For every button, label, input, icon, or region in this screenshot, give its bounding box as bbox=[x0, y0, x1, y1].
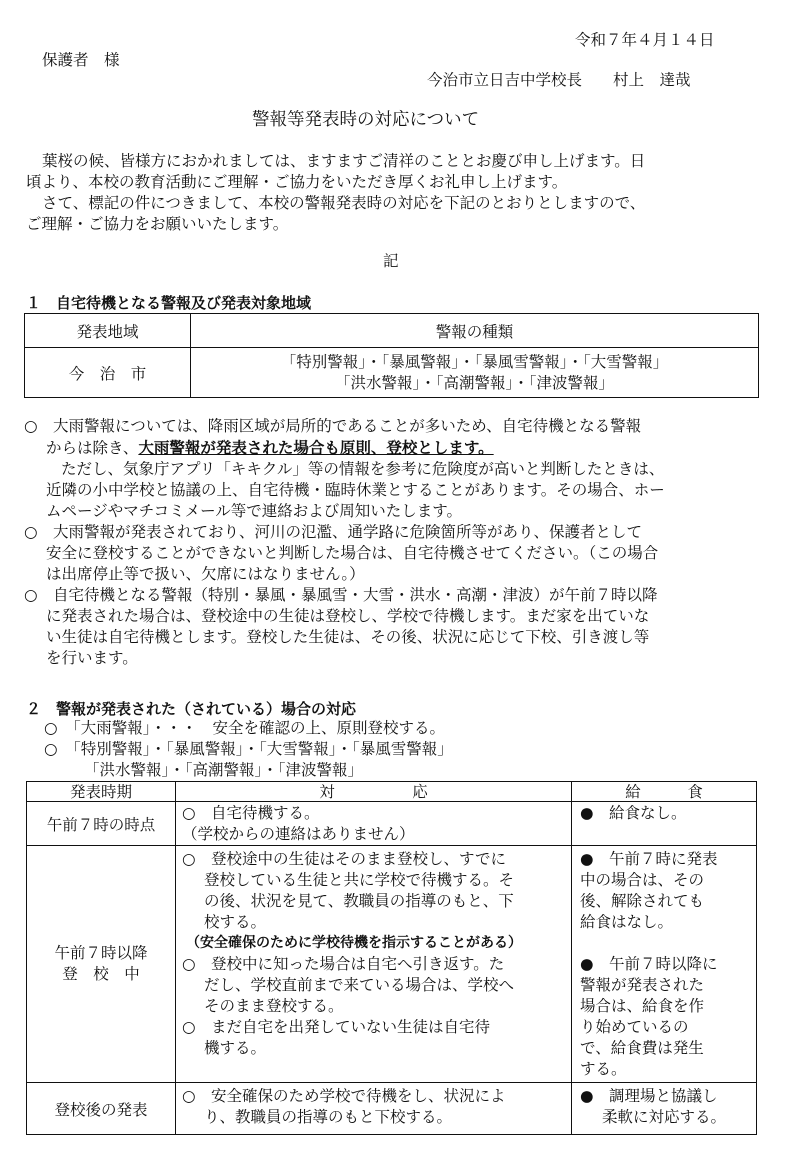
response-line: ○ 安全確保のため学校で待機をし、状況によ bbox=[182, 1087, 506, 1105]
table-header: 給 食 bbox=[572, 782, 757, 802]
notes bbox=[24, 416, 665, 669]
lunch-line: で、給食費は発生 bbox=[580, 1039, 704, 1057]
response-line: 機する。 bbox=[204, 1039, 267, 1057]
lunch-line: 後、解除されても bbox=[580, 892, 705, 910]
response-line: ○ 自宅待機する。 bbox=[182, 804, 320, 822]
response-note: （安全確保のために学校待機を指示することがある） bbox=[186, 935, 522, 951]
section2-items bbox=[44, 718, 453, 781]
time-cell: 登校後の発表 bbox=[27, 1083, 176, 1135]
note-line: ムページやマチコミメール等で連絡および周知いたします。 bbox=[46, 502, 463, 520]
note-line: は出席停止等で扱い、欠席にはなりません。） bbox=[46, 565, 365, 583]
lunch-line: 柔軟に対応する。 bbox=[602, 1108, 727, 1126]
note-line: い生徒は自宅待機とします。登校した生徒は、その後、状況に応じて下校、引き渡し等 bbox=[46, 628, 650, 646]
intro-line: ご理解・ご協力をお願いいたします。 bbox=[26, 215, 289, 233]
response-line: そのまま登校する。 bbox=[204, 997, 344, 1015]
lunch-cell bbox=[572, 846, 757, 1083]
note-line: を行います。 bbox=[46, 649, 138, 667]
time-line: 登 校 中 bbox=[62, 965, 140, 983]
note-line: ○ 自宅待機となる警報（特別・暴風・暴風雪・大雪・洪水・高潮・津波）が午前７時以降 bbox=[24, 586, 658, 604]
warning-area-table bbox=[24, 313, 759, 398]
response-line: 校する。 bbox=[204, 913, 267, 931]
response-cell bbox=[176, 846, 572, 1083]
note-line: ○ 大雨警報については、降雨区域が局所的であることが多いため、自宅待機となる警報 bbox=[24, 417, 642, 435]
note-line: に発表された場合は、登校途中の生徒は登校し、学校で待機します。まだ家を出ていな bbox=[46, 607, 650, 625]
note-text: からは除き、 bbox=[46, 439, 139, 457]
lunch-cell bbox=[572, 1083, 757, 1135]
warnings-line: 「洪水警報」・「高潮警報」・「津波警報」 bbox=[334, 373, 614, 392]
response-line: り、教職員の指導のもと下校する。 bbox=[204, 1108, 453, 1126]
time-cell: 午前７時の時点 bbox=[27, 802, 176, 846]
response-table bbox=[26, 781, 757, 1135]
response-line: だし、学校直前まで来ている場合は、学校へ bbox=[204, 976, 515, 994]
response-line: （学校からの連絡はありません） bbox=[182, 825, 415, 843]
table-header: 対 応 bbox=[176, 782, 572, 802]
lunch-cell bbox=[572, 802, 757, 846]
sender: 今治市立日吉中学校長 村上 達哉 bbox=[427, 71, 691, 89]
lunch-line: 警報が発表された bbox=[580, 976, 705, 994]
response-line: ○ まだ自宅を出発していない生徒は自宅待 bbox=[182, 1018, 491, 1036]
table-header: 警報の種類 bbox=[191, 314, 759, 348]
date: 令和７年４月１４日 bbox=[575, 31, 715, 49]
recipient: 保護者 様 bbox=[42, 51, 120, 69]
lunch-line: ● 給食なし。 bbox=[580, 804, 687, 822]
note-line: 安全に登校することができないと判断した場合は、自宅待機させてください。（この場合 bbox=[46, 544, 659, 562]
lunch-line: ● 午前７時以降に bbox=[580, 955, 718, 973]
intro bbox=[26, 151, 645, 235]
note-emphasis: 大雨警報が発表された場合も原則、登校とします。 bbox=[138, 438, 494, 457]
note-line: 近隣の小中学校と協議の上、自宅待機・臨時休業とすることがあります。その場合、ホー bbox=[46, 481, 665, 499]
response-line: の後、状況を見て、教職員の指導のもと、下 bbox=[204, 892, 514, 910]
item-line: ○ 「特別警報」・「暴風警報」・「大雪警報」・「暴風雪警報」 bbox=[44, 740, 453, 758]
lunch-line: り始めているの bbox=[580, 1018, 689, 1036]
table-header: 発表地域 bbox=[25, 314, 191, 348]
ki-label: 記 bbox=[383, 252, 399, 270]
lunch-line: する。 bbox=[580, 1060, 627, 1078]
lunch-line: ● 調理場と協議し bbox=[580, 1087, 718, 1105]
warnings-cell bbox=[191, 348, 759, 398]
note-line bbox=[24, 437, 665, 459]
response-cell bbox=[176, 802, 572, 846]
lunch-line: 中の場合は、その bbox=[580, 871, 705, 889]
response-line: ○ 登校中に知った場合は自宅へ引き返す。た bbox=[182, 955, 505, 973]
response-cell bbox=[176, 1083, 572, 1135]
note-line: ただし、気象庁アプリ「キキクル」等の情報を参考に危険度が高いと判断したときは、 bbox=[61, 460, 665, 478]
response-line: ○ 登校途中の生徒はそのまま登校し、すでに bbox=[182, 850, 506, 868]
time-cell bbox=[27, 846, 176, 1083]
item-line: 「洪水警報」・「高潮警報」・「津波警報」 bbox=[84, 761, 364, 779]
page-title: 警報等発表時の対応について bbox=[252, 110, 480, 130]
warnings-line: 「特別警報」・「暴風警報」・「暴風雪警報」・「大雪警報」 bbox=[280, 352, 669, 371]
intro-line: さて、標記の件につきまして、本校の警報発表時の対応を下記のとおりとしますので、 bbox=[42, 194, 646, 212]
intro-line: 頃より、本校の教育活動にご理解・ご協力をいただき厚くお礼申し上げます。 bbox=[26, 173, 568, 191]
lunch-line: 給食はなし。 bbox=[580, 913, 674, 931]
section2-heading: ２ 警報が発表された（されている）場合の対応 bbox=[26, 700, 357, 718]
note-line: ○ 大雨警報が発表されており、河川の氾濫、通学路に危険箇所等があり、保護者として bbox=[24, 523, 643, 541]
time-line: 午前７時以降 bbox=[54, 944, 148, 962]
response-line: 登校している生徒と共に学校で待機する。そ bbox=[204, 871, 515, 889]
item-line: ○ 「大雨警報」・・・ 安全を確認の上、原則登校する。 bbox=[44, 719, 446, 737]
lunch-line: 場合は、給食を作 bbox=[580, 997, 705, 1015]
area-cell: 今 治 市 bbox=[25, 348, 191, 398]
table-header: 発表時期 bbox=[27, 782, 176, 802]
lunch-line: ● 午前７時に発表 bbox=[580, 850, 718, 868]
intro-line: 葉桜の候、皆様方におかれましては、ますますご清祥のこととお慶び申し上げます。日 bbox=[42, 152, 646, 170]
section1-heading: １ 自宅待機となる警報及び発表対象地域 bbox=[26, 294, 312, 312]
